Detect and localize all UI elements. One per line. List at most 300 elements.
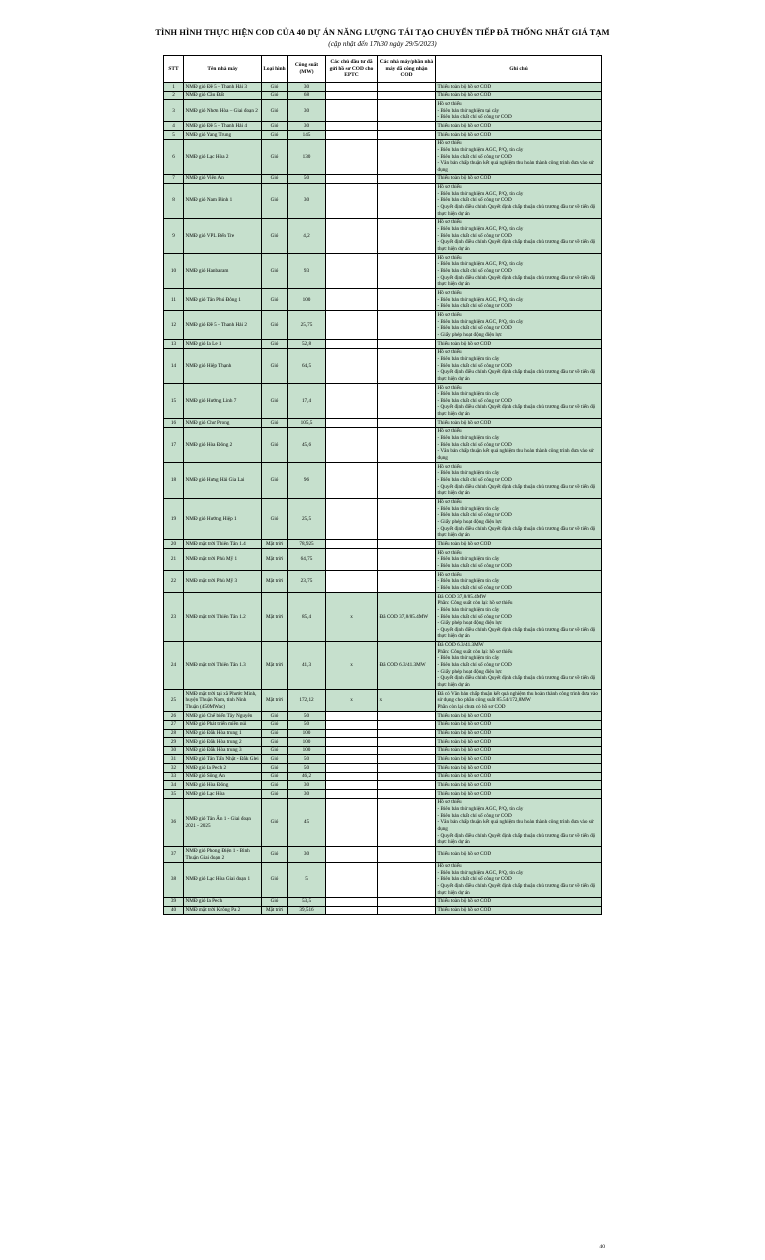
cell-name: NMĐ gió Hiệp Thạnh bbox=[184, 348, 262, 383]
cell-type: Gió bbox=[262, 712, 288, 721]
note-line: Thiếu toàn bộ hồ sơ COD bbox=[437, 781, 492, 788]
cell-capacity: 23,75 bbox=[288, 571, 326, 593]
cell-note bbox=[436, 139, 602, 174]
cell-type: Gió bbox=[262, 729, 288, 738]
cell-type: Gió bbox=[262, 862, 288, 897]
page-subtitle: (cập nhật đến 17h30 ngày 29/5/2023) bbox=[328, 39, 437, 48]
cell-capacity: 30 bbox=[288, 122, 326, 131]
note-line: Thiếu toàn bộ hồ sơ COD bbox=[437, 730, 492, 737]
cell-cod bbox=[378, 781, 436, 790]
cell-stt: 28 bbox=[164, 729, 184, 738]
cell-type: Mặt trời bbox=[262, 593, 288, 642]
cell-name: NMĐ mặt trời Phù Mỹ 1 bbox=[184, 549, 262, 571]
cell-epc bbox=[326, 862, 378, 897]
cell-note bbox=[436, 798, 602, 847]
note-line: Hồ sơ thiếu bbox=[437, 254, 462, 261]
cell-cod bbox=[378, 254, 436, 289]
cell-cod bbox=[378, 384, 436, 419]
table-row bbox=[164, 183, 602, 218]
cell-capacity: 50 bbox=[288, 720, 326, 729]
note-line: Thiếu toàn bộ hồ sơ COD bbox=[437, 175, 492, 182]
cell-capacity: 30 bbox=[288, 183, 326, 218]
note-line: - Biên bản chất chỉ số công tơ COD bbox=[437, 812, 512, 819]
cell-type: Gió bbox=[262, 790, 288, 799]
cell-epc bbox=[326, 906, 378, 915]
cell-stt: 40 bbox=[164, 906, 184, 915]
col-header-type: Loại hình bbox=[262, 55, 288, 82]
cell-capacity: 50 bbox=[288, 764, 326, 773]
cell-capacity: 130 bbox=[288, 139, 326, 174]
note-line: - Biên bản chất chỉ số công tơ COD bbox=[437, 562, 512, 569]
cell-stt: 25 bbox=[164, 690, 184, 712]
note-line: - Quyết định điều chỉnh Quyết định chấp thuận chủ trương đầu tư về tiến độ thực hiện dự án bbox=[437, 404, 597, 418]
table-row bbox=[164, 289, 602, 311]
note-line: Thiếu toàn bộ hồ sơ COD bbox=[437, 738, 492, 745]
cell-capacity: 50 bbox=[288, 174, 326, 183]
cell-note bbox=[436, 83, 602, 92]
cell-type: Gió bbox=[262, 254, 288, 289]
note-line: Thiếu toàn bộ hồ sơ COD bbox=[437, 721, 492, 728]
cell-cod bbox=[378, 122, 436, 131]
cell-type: Gió bbox=[262, 897, 288, 906]
cell-stt: 36 bbox=[164, 798, 184, 847]
note-line: - Quyết định điều chỉnh Quyết định chấp thuận chủ trương đầu tư về tiến độ thực hiện dự án bbox=[437, 525, 597, 539]
cell-type: Gió bbox=[262, 847, 288, 862]
cell-type: Gió bbox=[262, 781, 288, 790]
cell-epc: x bbox=[326, 641, 378, 690]
cell-epc bbox=[326, 847, 378, 862]
cell-type: Mặt trời bbox=[262, 641, 288, 690]
cell-type: Gió bbox=[262, 183, 288, 218]
col-header-cod: Các nhà máy/phần nhà máy đã công nhận COD bbox=[378, 55, 436, 82]
cell-capacity: 96 bbox=[288, 463, 326, 498]
cell-type: Gió bbox=[262, 738, 288, 747]
cell-cod bbox=[378, 289, 436, 311]
cell-cod bbox=[378, 419, 436, 428]
cell-type: Gió bbox=[262, 100, 288, 122]
cell-type: Gió bbox=[262, 122, 288, 131]
cell-name: NMĐ gió Sông An bbox=[184, 772, 262, 781]
note-line: - Quyết định điều chỉnh Quyết định chấp thuận chủ trương đầu tư về tiến độ thực hiện dự án bbox=[437, 832, 597, 846]
table-row bbox=[164, 122, 602, 131]
cell-epc bbox=[326, 571, 378, 593]
cell-cod bbox=[378, 340, 436, 349]
cell-epc bbox=[326, 427, 378, 462]
cell-capacity: 78,925 bbox=[288, 540, 326, 549]
col-header-name: Tên nhà máy bbox=[184, 55, 262, 82]
cell-capacity: 17,4 bbox=[288, 384, 326, 419]
table-row bbox=[164, 83, 602, 92]
note-line: - Biên bản chất chỉ số công tơ COD bbox=[437, 268, 512, 275]
cell-cod bbox=[378, 100, 436, 122]
cell-name: NMĐ mặt trời Thiên Tân 1.3 bbox=[184, 641, 262, 690]
cell-note bbox=[436, 289, 602, 311]
table-row bbox=[164, 91, 602, 100]
cell-epc bbox=[326, 790, 378, 799]
cell-epc bbox=[326, 712, 378, 721]
cell-note bbox=[436, 720, 602, 729]
note-line: Đã COD 6.3/41.3MW bbox=[437, 642, 484, 649]
table-row bbox=[164, 781, 602, 790]
cell-name: NMĐ gió Hòa Đông bbox=[184, 781, 262, 790]
cell-name: NMĐ mặt trời Thiên Tân 1.2 bbox=[184, 593, 262, 642]
note-line: - Biên bản thử nghiệm tín cây bbox=[437, 505, 500, 512]
cell-stt: 26 bbox=[164, 712, 184, 721]
cell-capacity: 172,12 bbox=[288, 690, 326, 712]
cell-stt: 14 bbox=[164, 348, 184, 383]
cell-note bbox=[436, 862, 602, 897]
cell-capacity: 30 bbox=[288, 790, 326, 799]
note-line: Đã có Văn bản chấp thuận kết quả nghiệm thu hoàn thành công trình đưa vào sử dụng cho phần công suất 85.54/172,8MW bbox=[437, 690, 600, 704]
cell-capacity: 45 bbox=[288, 798, 326, 847]
table-row bbox=[164, 100, 602, 122]
table-row bbox=[164, 862, 602, 897]
cell-note bbox=[436, 427, 602, 462]
cell-epc bbox=[326, 139, 378, 174]
cell-name: NMĐ gió Phát triển miền núi bbox=[184, 720, 262, 729]
note-line: - Biên bản thử nghiệm AGC, P/Q, tín cây bbox=[437, 869, 524, 876]
cell-note bbox=[436, 384, 602, 419]
cell-note bbox=[436, 131, 602, 140]
cell-capacity: 93 bbox=[288, 254, 326, 289]
table-row bbox=[164, 218, 602, 253]
note-line: - Biên bản thử nghiệm AGC, P/Q, tín cây bbox=[437, 318, 524, 325]
cell-type: Mặt trời bbox=[262, 906, 288, 915]
note-line: Thiếu toàn bộ hồ sơ COD bbox=[437, 712, 492, 719]
cell-note bbox=[436, 712, 602, 721]
cell-note bbox=[436, 772, 602, 781]
cell-cod bbox=[378, 729, 436, 738]
note-line: Đã COD 37,8/85.4MW bbox=[437, 593, 487, 600]
cell-epc bbox=[326, 549, 378, 571]
note-line: - Biên bản chất chỉ số công tơ COD bbox=[437, 232, 512, 239]
cell-stt: 8 bbox=[164, 183, 184, 218]
cell-name: NMĐ mặt trời Phù Mỹ 3 bbox=[184, 571, 262, 593]
cell-note bbox=[436, 729, 602, 738]
cell-name: NMĐ gió Nam Bình 1 bbox=[184, 183, 262, 218]
table-row bbox=[164, 348, 602, 383]
note-line: Hồ sơ thiếu bbox=[437, 184, 462, 191]
cell-cod bbox=[378, 712, 436, 721]
note-line: Thiếu toàn bộ hồ sơ COD bbox=[437, 790, 492, 797]
cell-epc bbox=[326, 738, 378, 747]
note-line: - Giấy phép hoạt động điện lực bbox=[437, 331, 502, 338]
cell-note bbox=[436, 738, 602, 747]
cell-stt: 30 bbox=[164, 746, 184, 755]
note-line: Thiếu toàn bộ hồ sơ COD bbox=[437, 540, 492, 547]
cell-type: Mặt trời bbox=[262, 690, 288, 712]
cell-capacity: 64,5 bbox=[288, 348, 326, 383]
cell-stt: 27 bbox=[164, 720, 184, 729]
cell-epc bbox=[326, 218, 378, 253]
cell-note bbox=[436, 746, 602, 755]
cell-type: Gió bbox=[262, 289, 288, 311]
cell-cod: Đã COD 37,8/85.4MW bbox=[378, 593, 436, 642]
cell-note bbox=[436, 340, 602, 349]
cell-type: Gió bbox=[262, 746, 288, 755]
cell-name: NMĐ mặt trời Thiên Tân 1.4 bbox=[184, 540, 262, 549]
note-line: Thiếu toàn bộ hồ sơ COD bbox=[437, 122, 492, 129]
note-line: - Biên bản thử nghiệm tín cây bbox=[437, 606, 500, 613]
cell-type: Gió bbox=[262, 83, 288, 92]
note-line: - Biên bản chất chỉ số công tơ COD bbox=[437, 362, 512, 369]
cell-name: NMĐ gió Tân Ấn 1 - Giai đoạn 2021 - 2025 bbox=[184, 798, 262, 847]
cell-stt: 2 bbox=[164, 91, 184, 100]
cell-stt: 34 bbox=[164, 781, 184, 790]
cell-capacity: 100 bbox=[288, 729, 326, 738]
cell-type: Gió bbox=[262, 419, 288, 428]
note-line: Thiếu toàn bộ hồ sơ COD bbox=[437, 851, 492, 858]
note-line: - Biên bản chất chỉ số công tơ COD bbox=[437, 613, 512, 620]
cell-name: NMĐ gió Đề 5 - Thanh Hải 2 bbox=[184, 311, 262, 340]
table-row bbox=[164, 906, 602, 915]
table-row bbox=[164, 847, 602, 862]
cell-epc bbox=[326, 254, 378, 289]
page-title: TÌNH HÌNH THỰC HIỆN COD CỦA 40 DỰ ÁN NĂNG LƯỢNG TÁI TẠO CHUYỂN TIẾP ĐÃ THỐNG NHẤT GIÁ TẠM bbox=[155, 28, 610, 37]
cell-stt: 3 bbox=[164, 100, 184, 122]
cell-epc bbox=[326, 174, 378, 183]
cell-name: NMĐ gió Hưng Hải Gia Lai bbox=[184, 463, 262, 498]
cell-name: NMĐ gió Tân Tấn Nhật - Đắk Glei bbox=[184, 755, 262, 764]
note-line: - Biên bản thử nghiệm tín cây bbox=[437, 556, 500, 563]
cell-stt: 7 bbox=[164, 174, 184, 183]
cell-name: NMĐ gió Ia Le 1 bbox=[184, 340, 262, 349]
note-line: - Văn bản chấp thuận kết quả nghiệm thu hoàn thành công trình đưa vào sử dụng bbox=[437, 819, 595, 832]
table-row bbox=[164, 798, 602, 847]
cell-name: NMĐ gió Hướng Linh 7 bbox=[184, 384, 262, 419]
page-number: 40 bbox=[599, 1244, 605, 1250]
cell-capacity: 39,516 bbox=[288, 906, 326, 915]
title-block bbox=[63, 28, 703, 49]
cell-note bbox=[436, 254, 602, 289]
cell-epc bbox=[326, 897, 378, 906]
cell-type: Gió bbox=[262, 340, 288, 349]
cell-stt: 21 bbox=[164, 549, 184, 571]
cell-capacity: 100 bbox=[288, 746, 326, 755]
cell-name: NMĐ gió Đề 5 - Thanh Hải 4 bbox=[184, 122, 262, 131]
table-row bbox=[164, 690, 602, 712]
cell-cod bbox=[378, 906, 436, 915]
cell-note bbox=[436, 348, 602, 383]
cell-cod bbox=[378, 549, 436, 571]
cell-type: Gió bbox=[262, 174, 288, 183]
note-line: - Biên bản thử nghiệm tín cây bbox=[437, 435, 500, 442]
cell-capacity: 145 bbox=[288, 131, 326, 140]
cell-note bbox=[436, 91, 602, 100]
note-line: - Biên bản chất chỉ số công tơ COD bbox=[437, 114, 512, 121]
cell-name: NMĐ gió Yang Trung bbox=[184, 131, 262, 140]
note-line: Thiếu toàn bộ hồ sơ COD bbox=[437, 92, 492, 99]
cod-status-table bbox=[163, 55, 602, 915]
col-header-stt: STT bbox=[164, 55, 184, 82]
note-line: - Biên bản chất chỉ số công tơ COD bbox=[437, 197, 512, 204]
cell-epc: x bbox=[326, 690, 378, 712]
cell-epc bbox=[326, 289, 378, 311]
cell-note bbox=[436, 790, 602, 799]
cell-cod bbox=[378, 720, 436, 729]
note-line: Hồ sơ thiếu bbox=[437, 549, 462, 556]
note-line: - Giấy phép hoạt động điện lực bbox=[437, 668, 502, 675]
table-row bbox=[164, 384, 602, 419]
cell-cod bbox=[378, 139, 436, 174]
cell-stt: 11 bbox=[164, 289, 184, 311]
cell-note bbox=[436, 847, 602, 862]
cell-cod bbox=[378, 183, 436, 218]
note-line: - Giấy phép hoạt động điện lực bbox=[437, 620, 502, 627]
cell-epc bbox=[326, 419, 378, 428]
cell-stt: 18 bbox=[164, 463, 184, 498]
note-line: - Biên bản chất chỉ số công tơ COD bbox=[437, 397, 512, 404]
cell-cod: Đã COD 6.3/41.3MW bbox=[378, 641, 436, 690]
note-line: Hồ sơ thiếu bbox=[437, 100, 462, 107]
cell-capacity: 30 bbox=[288, 100, 326, 122]
cell-note bbox=[436, 764, 602, 773]
table-row bbox=[164, 463, 602, 498]
cell-cod bbox=[378, 746, 436, 755]
cell-cod bbox=[378, 427, 436, 462]
cell-name: NMĐ gió Đắk Hòa trung 1 bbox=[184, 729, 262, 738]
note-line: - Biên bản thử nghiệm AGC, P/Q, tín cây bbox=[437, 296, 524, 303]
table-row bbox=[164, 311, 602, 340]
note-line: - Quyết định điều chỉnh Quyết định chấp thuận chủ trương đầu tư về tiến độ thực hiện dự án bbox=[437, 369, 597, 382]
cell-stt: 10 bbox=[164, 254, 184, 289]
cell-stt: 35 bbox=[164, 790, 184, 799]
cell-note bbox=[436, 641, 602, 690]
cell-stt: 12 bbox=[164, 311, 184, 340]
note-line: - Biên bản thử nghiệm tín cây bbox=[437, 655, 500, 662]
cell-name: NMĐ gió Hướng Hiệp 1 bbox=[184, 498, 262, 540]
cell-capacity: 50 bbox=[288, 712, 326, 721]
note-line: - Quyết định điều chỉnh Quyết định chấp thuận chủ trương đầu tư về tiến độ thực hiện dự án bbox=[437, 883, 597, 896]
cell-cod bbox=[378, 540, 436, 549]
cell-note bbox=[436, 755, 602, 764]
cell-note bbox=[436, 593, 602, 642]
cell-stt: 4 bbox=[164, 122, 184, 131]
cell-epc bbox=[326, 311, 378, 340]
cell-name: NMĐ gió Hòa Đông 2 bbox=[184, 427, 262, 462]
cell-type: Gió bbox=[262, 384, 288, 419]
note-line: Hồ sơ thiếu bbox=[437, 140, 462, 147]
cell-capacity: 64,75 bbox=[288, 549, 326, 571]
cell-cod bbox=[378, 218, 436, 253]
table-row bbox=[164, 729, 602, 738]
cell-stt: 6 bbox=[164, 139, 184, 174]
cell-note bbox=[436, 183, 602, 218]
note-line: - Biên bản thử nghiệm tín cây bbox=[437, 470, 500, 477]
cell-stt: 16 bbox=[164, 419, 184, 428]
note-line: Hồ sơ thiếu bbox=[437, 863, 462, 870]
cell-epc bbox=[326, 746, 378, 755]
cell-type: Mặt trời bbox=[262, 540, 288, 549]
cell-epc: x bbox=[326, 593, 378, 642]
cell-capacity: 52,8 bbox=[288, 340, 326, 349]
cell-name: NMĐ gió VPL Bến Tre bbox=[184, 218, 262, 253]
cell-name: NMĐ gió Lạc Hòa Giai đoạn 1 bbox=[184, 862, 262, 897]
cell-epc bbox=[326, 772, 378, 781]
note-line: Thiếu toàn bộ hồ sơ COD bbox=[437, 340, 492, 347]
cell-note bbox=[436, 498, 602, 540]
cell-type: Gió bbox=[262, 91, 288, 100]
cell-cod bbox=[378, 847, 436, 862]
cell-epc bbox=[326, 540, 378, 549]
cell-type: Gió bbox=[262, 348, 288, 383]
note-line: Thiếu toàn bộ hồ sơ COD bbox=[437, 83, 492, 90]
note-line: Hồ sơ thiếu bbox=[437, 428, 462, 435]
cell-epc bbox=[326, 463, 378, 498]
cell-note bbox=[436, 122, 602, 131]
cell-epc bbox=[326, 720, 378, 729]
note-line: - Biên bản thử nghiệm AGC, P/Q, tín cây bbox=[437, 226, 524, 233]
cell-cod bbox=[378, 764, 436, 773]
note-line: - Biên bản thử nghiệm AGC, P/Q, tín cây bbox=[437, 261, 524, 268]
table-row bbox=[164, 174, 602, 183]
table-row bbox=[164, 340, 602, 349]
cell-epc bbox=[326, 781, 378, 790]
cell-capacity: 50 bbox=[288, 755, 326, 764]
cell-capacity: 4,2 bbox=[288, 218, 326, 253]
note-line: - Biên bản chất chỉ số công tơ COD bbox=[437, 325, 512, 332]
cell-type: Gió bbox=[262, 772, 288, 781]
cell-name: NMĐ gió Đắk Hòa trung 3 bbox=[184, 746, 262, 755]
table-row bbox=[164, 746, 602, 755]
cell-epc bbox=[326, 729, 378, 738]
cell-capacity: 41,3 bbox=[288, 641, 326, 690]
note-line: - Biên bản thử nghiệm tín cây bbox=[437, 578, 500, 585]
cell-note bbox=[436, 311, 602, 340]
note-line: Thiếu toàn bộ hồ sơ COD bbox=[437, 764, 492, 771]
cell-epc bbox=[326, 183, 378, 218]
cell-type: Gió bbox=[262, 755, 288, 764]
cell-stt: 37 bbox=[164, 847, 184, 862]
cell-name: NMĐ gió Hanbaram bbox=[184, 254, 262, 289]
cell-note bbox=[436, 906, 602, 915]
table-row bbox=[164, 755, 602, 764]
cell-stt: 33 bbox=[164, 772, 184, 781]
cell-epc bbox=[326, 384, 378, 419]
note-line: Phần: Công suất còn lại: hồ sơ thiếu bbox=[437, 648, 513, 655]
note-line: - Biên bản chất chỉ số công tơ COD bbox=[437, 876, 512, 883]
table-row bbox=[164, 593, 602, 642]
note-line: - Văn bản chấp thuận kết quả nghiệm thu hoàn thành công trình đưa vào sử dụng bbox=[437, 448, 595, 462]
note-line: - Quyết định điều chỉnh Quyết định chấp thuận chủ trương đầu tư về tiến độ thực hiện dự án bbox=[437, 239, 597, 253]
cell-type: Gió bbox=[262, 798, 288, 847]
cell-epc bbox=[326, 764, 378, 773]
cell-type: Gió bbox=[262, 139, 288, 174]
note-line: Thiếu toàn bộ hồ sơ COD bbox=[437, 773, 492, 780]
cell-stt: 23 bbox=[164, 593, 184, 642]
cell-stt: 19 bbox=[164, 498, 184, 540]
table-row bbox=[164, 720, 602, 729]
table-row bbox=[164, 540, 602, 549]
cell-stt: 29 bbox=[164, 738, 184, 747]
cell-name: NMĐ gió Viên An bbox=[184, 174, 262, 183]
note-line: - Biên bản thử nghiệm AGC, P/Q, tín cây bbox=[437, 146, 524, 153]
cell-note bbox=[436, 540, 602, 549]
cell-stt: 13 bbox=[164, 340, 184, 349]
cell-capacity: 5 bbox=[288, 862, 326, 897]
table-body bbox=[164, 83, 602, 915]
cell-cod bbox=[378, 83, 436, 92]
note-line: - Biên bản chất chỉ số công tơ COD bbox=[437, 662, 512, 669]
cell-epc bbox=[326, 340, 378, 349]
table-row bbox=[164, 254, 602, 289]
table-row bbox=[164, 790, 602, 799]
table-row bbox=[164, 131, 602, 140]
col-header-epc: Các chủ đầu tư đã gửi hồ sơ COD cho EPTC bbox=[326, 55, 378, 82]
cell-epc bbox=[326, 100, 378, 122]
cell-capacity: 46,2 bbox=[288, 772, 326, 781]
cell-cod bbox=[378, 174, 436, 183]
